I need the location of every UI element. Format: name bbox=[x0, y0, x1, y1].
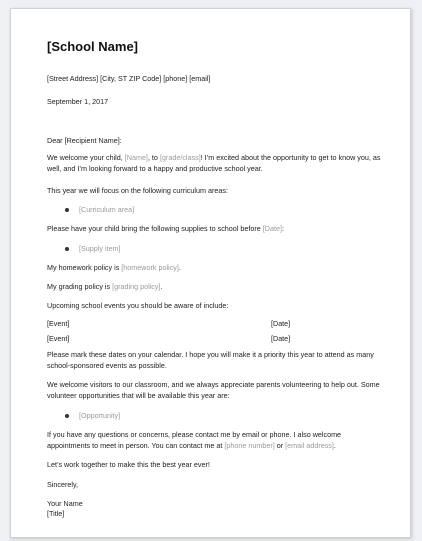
welcome-paragraph: We welcome your child, [Name], to [grade/class]! I’m excited about the opportunity to get to know you, as well, and I’m looking forward to a happy and productive school year. bbox=[47, 153, 381, 173]
closing-line: Let’s work together to make this the best year ever! bbox=[47, 460, 210, 469]
event-name: [Event] bbox=[47, 319, 70, 328]
bullet-icon bbox=[65, 414, 69, 418]
phone-number-placeholder: [phone number] bbox=[224, 441, 275, 450]
supply-list-item: [Supply item] bbox=[65, 243, 121, 254]
bullet-icon bbox=[65, 247, 69, 251]
sign-off: Sincerely, bbox=[47, 480, 79, 489]
event-name: [Event] bbox=[47, 334, 70, 343]
volunteer-paragraph: We welcome visitors to our classroom, and we always appreciate parents volunteering to help out. Some volunteer opportunities that will be available this year are: bbox=[47, 380, 380, 400]
homework-policy-placeholder: [homework policy] bbox=[121, 263, 179, 272]
letter-date: September 1, 2017 bbox=[47, 97, 109, 106]
child-name-placeholder: [Name] bbox=[124, 153, 148, 162]
signature-name: Your Name bbox=[47, 499, 83, 508]
event-date: [Date] bbox=[271, 334, 291, 343]
grading-policy-line: My grading policy is [grading policy]. bbox=[47, 282, 163, 291]
homework-policy-line: My homework policy is [homework policy]. bbox=[47, 263, 181, 272]
signature-title: [Title] bbox=[47, 509, 65, 518]
school-name: [School Name] bbox=[47, 39, 139, 54]
bullet-icon bbox=[65, 208, 69, 212]
calendar-paragraph: Please mark these dates on your calendar. I hope you will make it a priority this year to attend as many school-sponsored events as possible. bbox=[47, 350, 374, 370]
letter-page bbox=[10, 8, 411, 538]
address-line: [Street Address] [City, ST ZIP Code] [phone] [email] bbox=[47, 74, 211, 83]
grading-policy-placeholder: [grading policy] bbox=[112, 282, 161, 291]
salutation: Dear [Recipient Name]: bbox=[47, 136, 122, 145]
curriculum-intro: This year we will focus on the following curriculum areas: bbox=[47, 186, 228, 195]
events-intro: Upcoming school events you should be aware of include: bbox=[47, 301, 229, 310]
contact-paragraph: If you have any questions or concerns, please contact me by email or phone. I also welcome appointments to meet in person. You can contact me at [phone number] or [email address]. bbox=[47, 430, 342, 450]
email-address-placeholder: [email address] bbox=[285, 441, 334, 450]
event-date: [Date] bbox=[271, 319, 291, 328]
supplies-date-placeholder: [Date] bbox=[262, 224, 282, 233]
curriculum-list-item: [Curriculum area] bbox=[65, 204, 134, 215]
opportunity-list-item: [Opportunity] bbox=[65, 410, 120, 421]
grade-class-placeholder: [grade/class] bbox=[159, 153, 201, 162]
supplies-paragraph: Please have your child bring the following supplies to school before [Date]: bbox=[47, 224, 284, 233]
